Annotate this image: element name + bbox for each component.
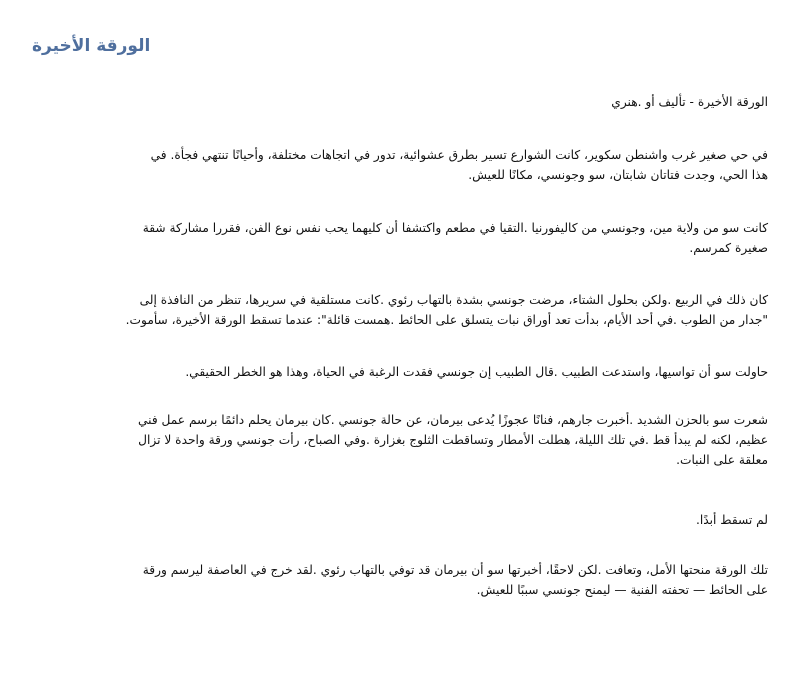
paragraph-line: معلقة على النبات. <box>676 453 768 467</box>
paragraph-3 <box>28 290 768 330</box>
paragraph-line: عظيم، لكنه لم يبدأ قط .في تلك الليلة، هطلت الأمطار وتساقطت الثلوج بغزارة .وفي الصباح، رأت جونسي ورقة واحدة لا تزال <box>138 433 768 447</box>
byline-text: الورقة الأخيرة - تأليف أو .هنري <box>611 95 768 109</box>
paragraph-line: شعرت سو بالحزن الشديد .أخبرت جارهم، فنانًا عجوزًا يُدعى بيرمان، عن حالة جونسي .كان بيرمان يحلم دائمًا برسم عمل فني <box>137 413 768 427</box>
paragraph-line: "جدار من الطوب .في أحد الأيام، بدأت تعد أوراق نبات يتسلق على الحائط .همست قائلة": عندما تسقط الورقة الأخيرة، سأموت. <box>125 313 768 327</box>
paragraph-line: لم تسقط أبدًا. <box>695 513 768 527</box>
paragraph-line: هذا الحي، وجدت فتاتان شابتان، سو وجونسي، مكانًا للعيش. <box>468 168 768 182</box>
paragraph-line: صغيرة كمرسم. <box>689 241 768 255</box>
byline <box>28 92 768 112</box>
paragraph-line: كانت سو من ولاية مين، وجونسي من كاليفورنيا .التقيا في مطعم واكتشفا أن كليهما يحب نفس نوع الفن، فقررا مشاركة شقة <box>142 221 768 235</box>
paragraph-line: حاولت سو أن تواسيها، واستدعت الطبيب .قال الطبيب إن جونسي فقدت الرغبة في الحياة، وهذا هو الخطر الحقيقي. <box>185 365 768 379</box>
paragraph-line: كان ذلك في الربيع .ولكن بحلول الشتاء، مرضت جونسي بشدة بالتهاب رئوي .كانت مستلقية في سريرها، تنظر من النافذة إلى <box>139 293 768 307</box>
paragraph-6 <box>28 510 768 530</box>
paragraph-2 <box>28 218 768 258</box>
paragraph-5 <box>28 410 768 470</box>
paragraph-7 <box>28 560 768 600</box>
document-title: الورقة الأخيرة <box>32 36 151 56</box>
paragraph-line: على الحائط — تحفته الفنية — ليمنح جونسي سببًا للعيش. <box>476 583 768 597</box>
paragraph-line: تلك الورقة منحتها الأمل، وتعافت .لكن لاحقًا، أخبرتها سو أن بيرمان قد توفي بالتهاب رئوي .لقد خرج في العاصفة ليرسم ورقة <box>142 563 768 577</box>
paragraph-1 <box>28 145 768 185</box>
paragraph-line: في حي صغير غرب واشنطن سكوير، كانت الشوارع تسير بطرق عشوائية، تدور في اتجاهات مختلفة، وأحيانًا تنتهي فجأة. في <box>150 148 768 162</box>
paragraph-4 <box>28 362 768 382</box>
